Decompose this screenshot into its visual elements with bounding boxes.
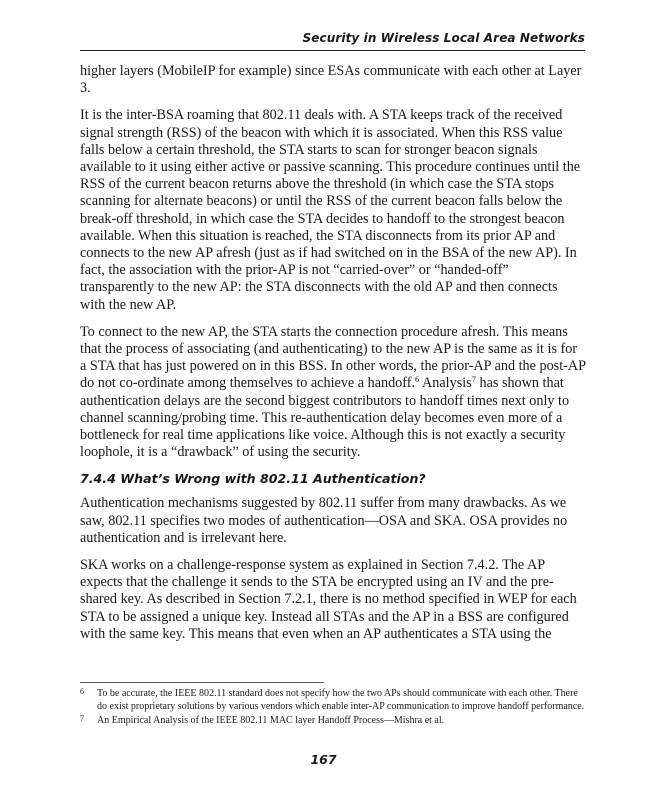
footnote-6	[80, 688, 586, 713]
body-text	[80, 63, 586, 653]
section-heading: 7.4.4 What’s Wrong with 802.11 Authentication?	[80, 471, 426, 487]
paragraph-3-text-a: To connect to the new AP, the STA starts the connection procedure afresh. This means that the process of associating (and authenticating) to the new AP is the same as it is for a STA that has just powered on in this BSS. In other words, the prior-AP and the post-AP do not co-ordinate among themselves to achieve a handoff.	[80, 323, 586, 392]
paragraph-3-text-c: has shown that authentication delays are the second biggest contributors to handoff times next only to channel scanning/probing time. This re-authentication delay becomes even more of a bottleneck for real time applications like voice. Although this is not exactly a security loophole, it is a “drawback” of using the security.	[80, 375, 570, 461]
footnote-7	[80, 715, 586, 728]
paragraph-3-text-b: Analysis	[419, 375, 472, 392]
footnote-text: An Empirical Analysis of the IEEE 802.11 MAC layer Handoff Process—Mishra et al.	[97, 715, 445, 727]
paragraph-2: It is the inter-BSA roaming that 802.11 deals with. A STA keeps track of the received signal strength (RSS) of the beacon with which it is associated. When this RSS value falls below a certain threshold, the STA starts to scan for stronger beacon signals available to it using either active or passive scanning. This procedure continues until the RSS of the current beacon returns above the threshold (in which case the STA stops scanning for alternate beacons) or until the RSS of the current beacon falls below the break-off threshold, in which case the STA decides to handoff to the strongest beacon available. When this situation is reached, the STA disconnects from its prior AP and connects to the new AP afresh (just as if had switched on in the BSA of the new AP). In fact, the association with the prior-AP is not “carried-over” or “handed-off” transparently to the new AP: the STA disconnects with the old AP and then connects with the new AP.	[80, 107, 581, 313]
footnote-rule	[80, 682, 324, 683]
page-number: 167	[310, 752, 337, 767]
footnote-mark: 7	[80, 714, 84, 724]
paragraph-5: SKA works on a challenge-response system as explained in Section 7.4.2. The AP expects that the challenge it sends to the STA be encrypted using an IV and the pre-shared key. As described in Section 7.2.1, there is no method specified in WEP for each STA to be assigned a unique key. Instead all STAs and the AP in a BSS are configured with the same key. This means that even when an AP authenticates a STA using the	[80, 557, 577, 642]
paragraph-3	[80, 324, 586, 462]
footnote-text: To be accurate, the IEEE 802.11 standard does not specify how the two APs should communicate with each other. There do exist proprietary solutions by various vendors which enable inter-AP communication to improve handoff performance.	[97, 688, 585, 712]
running-header: Security in Wireless Local Area Networks	[302, 31, 585, 45]
header-rule	[80, 50, 585, 51]
footnote-ref-6[interactable]: 6	[415, 374, 420, 385]
footnotes	[80, 688, 586, 730]
paragraph-1: higher layers (MobileIP for example) since ESAs communicate with each other at Layer 3.	[80, 63, 582, 97]
paragraph-4: Authentication mechanisms suggested by 802.11 suffer from many drawbacks. As we saw, 802.11 specifies two modes of authentication—OSA and SKA. OSA provides no authentication and is irrelevant here.	[80, 495, 568, 546]
footnote-ref-7[interactable]: 7	[471, 374, 476, 385]
footnote-mark: 6	[80, 687, 84, 696]
